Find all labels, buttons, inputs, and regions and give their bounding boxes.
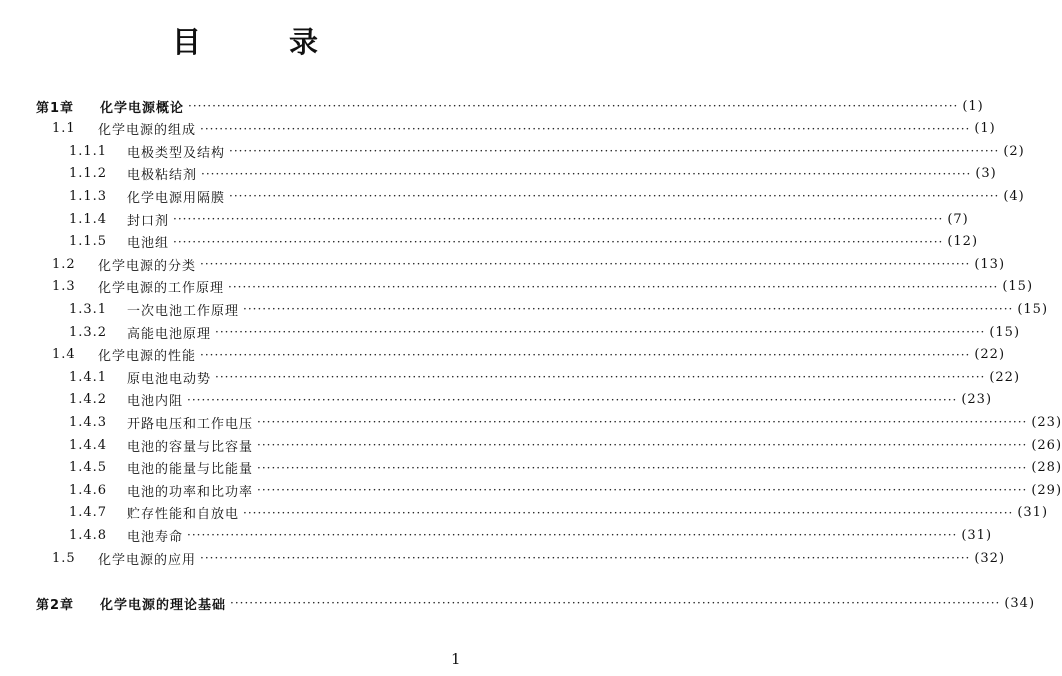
toc-entry <box>69 321 1021 343</box>
toc-entry <box>69 434 1062 456</box>
toc-entry-page: (15) <box>1002 279 1034 295</box>
toc-entry-number: 1.3 <box>52 279 76 295</box>
toc-entry-title: 贮存性能和自放电 <box>127 507 240 523</box>
toc-entry-title: 化学电源的工作原理 <box>98 281 225 297</box>
toc-entry-title: 电池寿命 <box>127 529 184 545</box>
toc-entry-page: (15) <box>1017 301 1049 317</box>
toc-entry-page: (15) <box>989 324 1021 340</box>
page-number: 1 <box>451 650 461 668</box>
toc-entry-page: (32) <box>974 550 1006 566</box>
toc-entry-number: 1.1.4 <box>69 211 108 227</box>
toc-entry <box>69 366 1021 388</box>
dot-leader: ································································································································································ <box>200 121 971 136</box>
toc-entry-page: (3) <box>975 166 997 182</box>
toc-entry-title: 电池内阻 <box>127 394 184 410</box>
toc-entry <box>69 502 1049 524</box>
toc-entry-page: (4) <box>1003 188 1025 204</box>
dot-leader: ································································································································································ <box>173 234 944 249</box>
toc-entry <box>69 479 1062 501</box>
toc-entry-page: (7) <box>947 211 969 227</box>
dot-leader: ································································································································································ <box>230 596 1001 610</box>
toc-entry-number: 1.1.2 <box>69 166 108 182</box>
toc-entry-page: (22) <box>974 347 1006 363</box>
toc-entry-title: 化学电源的理论基础 <box>100 597 227 613</box>
title-char-left: 目 <box>171 25 201 59</box>
toc-chapter-entry <box>36 95 984 117</box>
toc-entry-page: (28) <box>1031 460 1062 476</box>
toc-entry-number: 1.4.6 <box>69 482 108 498</box>
toc-entry-title: 电极粘结剂 <box>127 168 198 184</box>
toc-entry-number: 1.4.5 <box>69 460 108 476</box>
dot-leader: ································································································································································ <box>200 551 971 565</box>
dot-leader: ································································································································································ <box>187 392 958 407</box>
dot-leader: ································································································································································ <box>229 144 1000 159</box>
toc-entry-page: (2) <box>1003 143 1025 159</box>
toc-entry-title: 原电池电动势 <box>127 371 212 387</box>
toc-entry <box>69 231 979 253</box>
toc-entry-page: (22) <box>989 369 1021 385</box>
toc-entry <box>69 208 969 230</box>
title-char-right: 录 <box>289 25 319 59</box>
dot-leader: ································································································································································ <box>257 460 1028 475</box>
toc-entry-page: (26) <box>1031 437 1062 453</box>
toc-entry-number: 1.4.2 <box>69 392 108 408</box>
dot-leader: ································································································································································ <box>188 99 959 113</box>
toc-entry-title: 电池的容量与比容量 <box>127 439 254 455</box>
toc-entry-number: 1.4.3 <box>69 414 108 430</box>
toc-entry-page: (31) <box>961 527 993 543</box>
dot-leader: ································································································································································ <box>228 279 999 294</box>
toc-entry-title: 化学电源概论 <box>100 100 185 116</box>
dot-leader: ································································································································································ <box>187 528 958 543</box>
toc-entry-number: 1.5 <box>52 550 76 566</box>
toc-entry-page: (29) <box>1031 482 1062 498</box>
toc-entry-title: 化学电源的应用 <box>98 552 197 568</box>
toc-entry-title: 高能电池原理 <box>127 326 212 342</box>
toc-entry-number: 1.1.5 <box>69 234 108 250</box>
toc-entry-page: (12) <box>947 234 979 250</box>
toc-entry-title: 电极类型及结构 <box>127 145 226 161</box>
dot-leader: ································································································································································ <box>229 189 1000 204</box>
dot-leader: ································································································································································ <box>257 415 1028 430</box>
toc-entry-page: (1) <box>974 121 996 137</box>
dot-leader: ································································································································································ <box>201 166 972 181</box>
toc-entry <box>52 344 1006 366</box>
toc-entry-number: 第1章 <box>36 100 75 116</box>
dot-leader: ································································································································································ <box>200 347 971 362</box>
toc-entry <box>69 457 1062 479</box>
dot-leader: ································································································································································ <box>243 505 1014 520</box>
toc-entry-page: (34) <box>1004 595 1036 611</box>
toc-entry <box>69 163 997 185</box>
toc-entry-number: 1.4.1 <box>69 369 108 385</box>
toc-entry-number: 1.3.1 <box>69 301 108 317</box>
toc-entry <box>69 524 993 546</box>
dot-leader: ································································································································································ <box>243 302 1014 317</box>
toc-entry-title: 化学电源的分类 <box>98 258 197 274</box>
toc-entry <box>69 389 993 411</box>
toc-entry-title: 化学电源的性能 <box>98 349 197 365</box>
toc-entry-title: 化学电源用隔膜 <box>127 190 226 206</box>
toc-entry <box>52 276 1034 298</box>
toc-entry <box>52 547 1006 569</box>
dot-leader: ································································································································································ <box>215 370 986 385</box>
toc-entry-number: 1.2 <box>52 256 76 272</box>
toc-entry-title: 开路电压和工作电压 <box>127 416 254 432</box>
dot-leader: ································································································································································ <box>173 212 944 226</box>
toc-entry-page: (13) <box>974 256 1006 272</box>
toc-entry <box>69 411 1062 433</box>
toc-entry-title: 电池组 <box>127 236 170 252</box>
toc-entry-number: 1.1 <box>52 121 76 137</box>
toc-entry-number: 第2章 <box>36 597 75 613</box>
toc-entry-number: 1.4.4 <box>69 437 108 453</box>
toc-entry <box>52 118 996 140</box>
toc-entry-number: 1.4.7 <box>69 505 108 521</box>
toc-entry <box>69 298 1049 320</box>
toc-entry-page: (31) <box>1017 505 1049 521</box>
toc-entry-number: 1.1.1 <box>69 143 108 159</box>
toc-entry-title: 电池的功率和比功率 <box>127 484 254 500</box>
toc-entry-number: 1.4.8 <box>69 527 108 543</box>
toc-entry <box>69 185 1025 207</box>
dot-leader: ································································································································································ <box>257 483 1028 498</box>
toc-chapter-entry <box>36 592 1036 614</box>
dot-leader: ································································································································································ <box>257 438 1028 452</box>
toc-entry-number: 1.4 <box>52 347 76 363</box>
dot-leader: ································································································································································ <box>200 257 971 272</box>
toc-entry-number: 1.1.3 <box>69 188 108 204</box>
toc-entry-page: (23) <box>961 392 993 408</box>
toc-entry <box>69 140 1025 162</box>
toc-entry <box>52 253 1006 275</box>
page-title <box>0 20 490 61</box>
dot-leader: ································································································································································ <box>215 325 986 339</box>
toc-entry-page: (23) <box>1031 414 1062 430</box>
toc-entry-title: 封口剂 <box>127 213 170 229</box>
toc-entry-title: 电池的能量与比能量 <box>127 462 254 478</box>
toc-entry-number: 1.3.2 <box>69 324 108 340</box>
toc-entry-title: 化学电源的组成 <box>98 123 197 139</box>
toc-entry-title: 一次电池工作原理 <box>127 303 240 319</box>
toc-entry-page: (1) <box>962 98 984 114</box>
